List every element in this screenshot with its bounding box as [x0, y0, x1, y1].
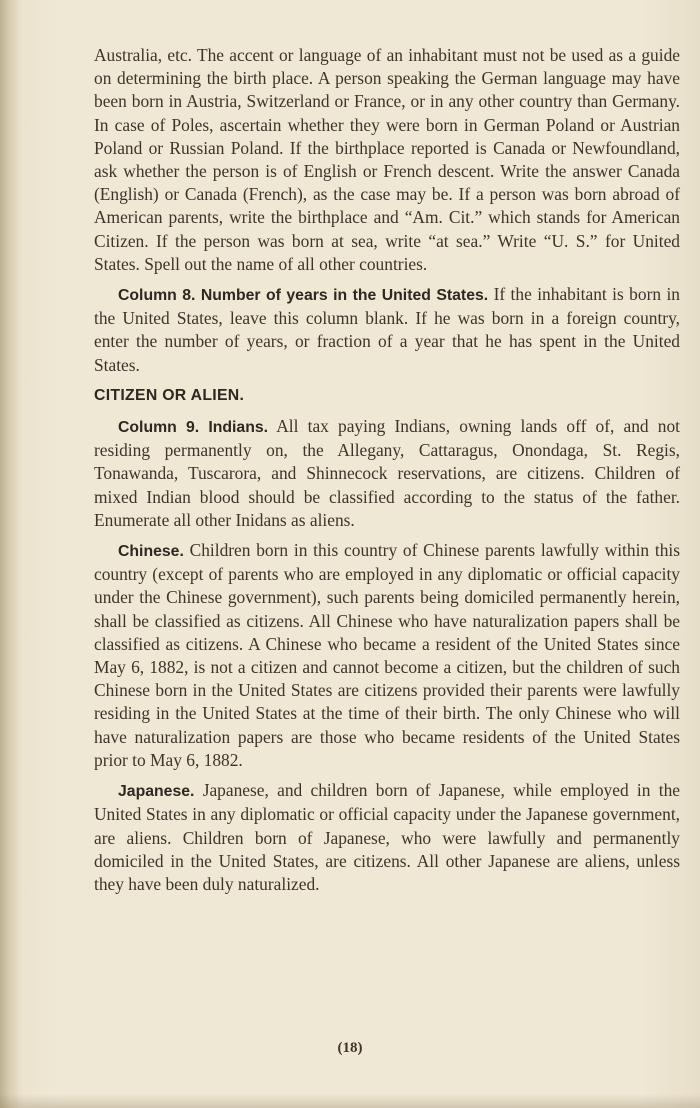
column-9-heading: Column 9. Indians.: [118, 419, 269, 437]
page-spine: [0, 0, 18, 1108]
column-8-body: If the inhabitant is born in the United States, leave this column blank. If he was born in a foreign country, enter the number of years, or fraction of a year that he has spent in the United States.: [94, 284, 681, 375]
japanese-body: Japanese, and children born of Japanese, while employed in the United States in any diplomatic or official capacity under the Japanese government, are aliens. Children born of Japanese, who were lawfully and permanently domiciled in the United States, are citizens. All other Japanese are aliens, unless they have been duly naturalized.: [94, 780, 680, 894]
japanese-heading: Japanese.: [118, 783, 195, 801]
page-number: (18): [337, 1040, 363, 1056]
intro-paragraph: Australia, etc. The accent or language of an inhabitant must not be used as a guide on determining the birth place. A person speaking the German language may have been born in Austria, Switzerland or France, or in any other country than Germany. In case of Poles, ascertain whether they were born in German Poland or Austrian Poland or Russian Poland. If the birthplace reported is Canada or Newfoundland, ask whether the person is of English or French descent. Write the answer Canada (English) or Canada (French), as the case may be. If a person was born abroad of American parents, write the birthplace and “Am. Cit.” which stands for American Citizen. If the person was born at sea, write “at sea.” Write “U. S.” for United States. Spell out the name of all other countries.: [94, 45, 680, 274]
page-bottom-shadow: [0, 1094, 700, 1108]
chinese-heading: Chinese.: [118, 543, 184, 561]
column-9-body: All tax paying Indians, owning lands off of, and not residing permanently on, the Allegany, Cattaragus, Onondaga, St. Regis, Tonawanda, Tuscarora, and Shinnecock reservations, are citizens. Children of mixed Indian blood should be classified according to the status of the father. Enumerate all other Inidans as aliens.: [94, 416, 680, 530]
japanese-paragraph: [94, 779, 680, 896]
chinese-body: Children born in this country of Chinese parents lawfully within this country (except of parents who are employed in any diplomatic or official capacity under the Chinese government), such parents being domiciled permanently herein, shall be classified as citizens. All Chinese who have naturalization papers shall be classified as citizens. A Chinese who became a resident of the United States since May 6, 1882, is not a citizen and cannot become a citizen, but the children of such Chinese born in the United States are citizens provided their parents were lawfully residing in the United States at the time of their birth. The only Chinese who will have naturalization papers are those who became residents of the United States prior to May 6, 1882.: [94, 540, 680, 770]
section-title: CITIZEN OR ALIEN.: [94, 386, 245, 404]
column-8-heading: Column 8. Number of years in the United States.: [118, 287, 489, 305]
chinese-paragraph: [94, 539, 680, 772]
column-8-paragraph: [94, 283, 680, 377]
page-text-body: [94, 44, 680, 903]
column-9-paragraph: [94, 415, 680, 532]
